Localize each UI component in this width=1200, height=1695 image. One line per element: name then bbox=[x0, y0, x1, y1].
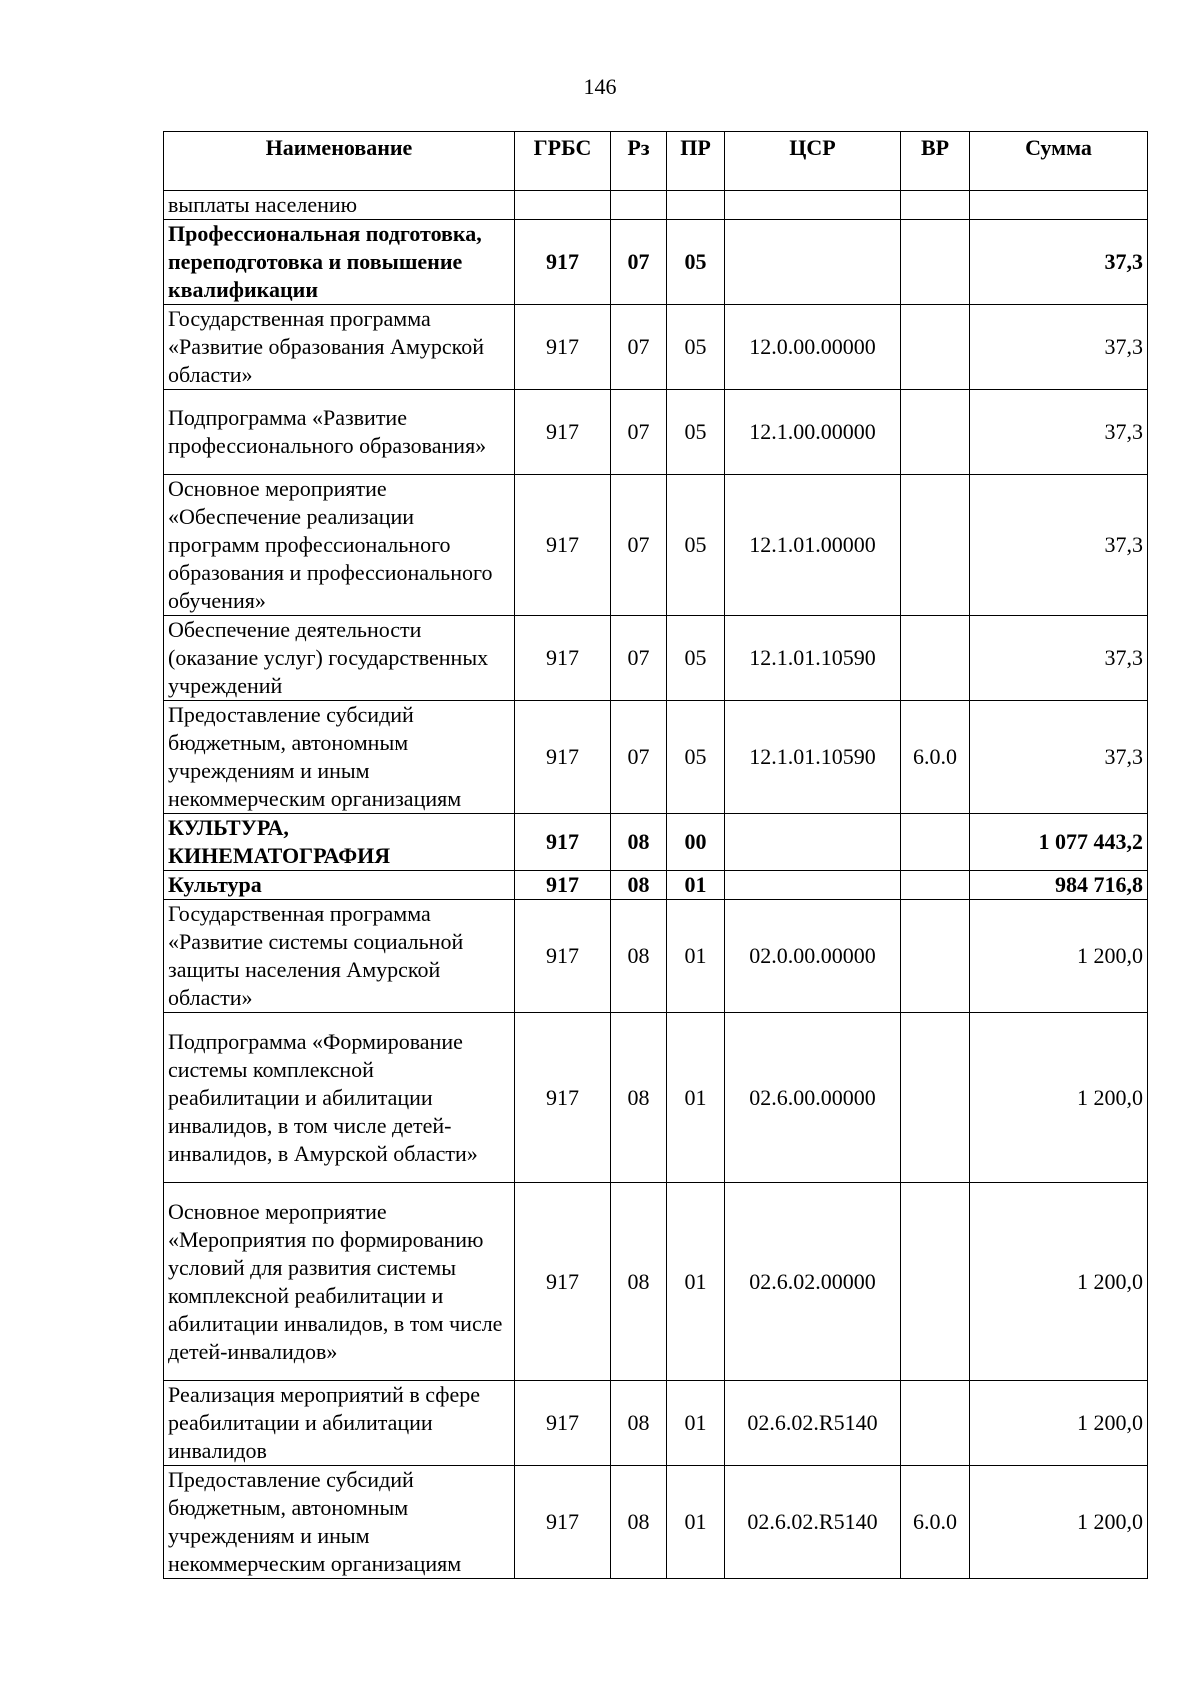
cell-pr: 05 bbox=[667, 616, 725, 701]
table-row bbox=[164, 1013, 1148, 1183]
cell-sum: 1 200,0 bbox=[970, 1183, 1148, 1381]
cell-vr bbox=[901, 1013, 970, 1183]
cell-vr bbox=[901, 305, 970, 390]
table-header-row bbox=[164, 132, 1148, 191]
cell-vr bbox=[901, 475, 970, 616]
cell-name: Подпрограмма «Развитие профессионального образования» bbox=[164, 390, 515, 475]
cell-pr: 01 bbox=[667, 1466, 725, 1579]
cell-vr bbox=[901, 191, 970, 220]
cell-name: Реализация мероприятий в сфере реабилитации и абилитации инвалидов bbox=[164, 1381, 515, 1466]
cell-pr bbox=[667, 191, 725, 220]
cell-csr: 12.1.01.10590 bbox=[725, 616, 901, 701]
cell-rz: 08 bbox=[611, 1013, 667, 1183]
table-row bbox=[164, 390, 1148, 475]
cell-sum: 37,3 bbox=[970, 220, 1148, 305]
cell-rz: 07 bbox=[611, 305, 667, 390]
table-row bbox=[164, 1381, 1148, 1466]
cell-vr bbox=[901, 814, 970, 871]
cell-rz: 08 bbox=[611, 1381, 667, 1466]
cell-rz: 07 bbox=[611, 701, 667, 814]
cell-grbs: 917 bbox=[515, 616, 611, 701]
cell-sum: 1 200,0 bbox=[970, 900, 1148, 1013]
header-grbs: ГРБС bbox=[515, 132, 611, 191]
cell-pr: 01 bbox=[667, 1381, 725, 1466]
cell-csr: 12.1.01.00000 bbox=[725, 475, 901, 616]
cell-sum: 37,3 bbox=[970, 475, 1148, 616]
cell-pr: 05 bbox=[667, 220, 725, 305]
cell-rz: 08 bbox=[611, 1466, 667, 1579]
cell-name: Основное мероприятие «Обеспечение реализации программ профессионального образования и профессионального обучения» bbox=[164, 475, 515, 616]
cell-rz: 07 bbox=[611, 390, 667, 475]
header-vr: ВР bbox=[901, 132, 970, 191]
table-row bbox=[164, 871, 1148, 900]
cell-csr bbox=[725, 814, 901, 871]
cell-sum: 1 200,0 bbox=[970, 1013, 1148, 1183]
table-row bbox=[164, 1183, 1148, 1381]
cell-grbs: 917 bbox=[515, 390, 611, 475]
table-body bbox=[164, 191, 1148, 1579]
cell-pr: 05 bbox=[667, 701, 725, 814]
cell-vr: 6.0.0 bbox=[901, 701, 970, 814]
cell-pr: 01 bbox=[667, 871, 725, 900]
cell-grbs: 917 bbox=[515, 701, 611, 814]
cell-grbs: 917 bbox=[515, 220, 611, 305]
header-pr: ПР bbox=[667, 132, 725, 191]
cell-rz: 07 bbox=[611, 475, 667, 616]
cell-name: Культура bbox=[164, 871, 515, 900]
cell-name: Подпрограмма «Формирование системы комплексной реабилитации и абилитации инвалидов, в том числе детей-инвалидов, в Амурской области» bbox=[164, 1013, 515, 1183]
cell-pr: 05 bbox=[667, 390, 725, 475]
cell-grbs: 917 bbox=[515, 871, 611, 900]
header-name: Наименование bbox=[164, 132, 515, 191]
table-row bbox=[164, 305, 1148, 390]
cell-vr bbox=[901, 1183, 970, 1381]
cell-rz: 08 bbox=[611, 871, 667, 900]
cell-rz: 08 bbox=[611, 900, 667, 1013]
cell-grbs: 917 bbox=[515, 1013, 611, 1183]
page-number: 146 bbox=[583, 74, 617, 99]
table-row bbox=[164, 1466, 1148, 1579]
cell-sum: 37,3 bbox=[970, 701, 1148, 814]
cell-name: выплаты населению bbox=[164, 191, 515, 220]
table-row bbox=[164, 814, 1148, 871]
table-row bbox=[164, 475, 1148, 616]
cell-csr: 12.0.00.00000 bbox=[725, 305, 901, 390]
cell-name: КУЛЬТУРА, КИНЕМАТОГРАФИЯ bbox=[164, 814, 515, 871]
cell-name: Основное мероприятие «Мероприятия по формированию условий для развития системы комплексной реабилитации и абилитации инвалидов, в том числе детей-инвалидов» bbox=[164, 1183, 515, 1381]
cell-grbs: 917 bbox=[515, 475, 611, 616]
cell-vr bbox=[901, 616, 970, 701]
cell-vr bbox=[901, 1381, 970, 1466]
budget-table bbox=[163, 131, 1148, 1579]
cell-vr bbox=[901, 390, 970, 475]
cell-name: Профессиональная подготовка, переподготовка и повышение квалификации bbox=[164, 220, 515, 305]
cell-csr: 12.1.01.10590 bbox=[725, 701, 901, 814]
header-sum: Сумма bbox=[970, 132, 1148, 191]
cell-rz: 08 bbox=[611, 814, 667, 871]
cell-sum: 1 200,0 bbox=[970, 1466, 1148, 1579]
cell-grbs bbox=[515, 191, 611, 220]
header-csr: ЦСР bbox=[725, 132, 901, 191]
cell-rz: 07 bbox=[611, 220, 667, 305]
cell-csr: 02.0.00.00000 bbox=[725, 900, 901, 1013]
cell-grbs: 917 bbox=[515, 1183, 611, 1381]
cell-rz bbox=[611, 191, 667, 220]
cell-sum: 984 716,8 bbox=[970, 871, 1148, 900]
cell-sum: 1 200,0 bbox=[970, 1381, 1148, 1466]
cell-name: Государственная программа «Развитие образования Амурской области» bbox=[164, 305, 515, 390]
cell-name: Обеспечение деятельности (оказание услуг) государственных учреждений bbox=[164, 616, 515, 701]
table-row bbox=[164, 701, 1148, 814]
cell-csr: 12.1.00.00000 bbox=[725, 390, 901, 475]
cell-rz: 07 bbox=[611, 616, 667, 701]
cell-grbs: 917 bbox=[515, 900, 611, 1013]
cell-csr: 02.6.02.R5140 bbox=[725, 1381, 901, 1466]
header-rz: Рз bbox=[611, 132, 667, 191]
cell-grbs: 917 bbox=[515, 1466, 611, 1579]
cell-grbs: 917 bbox=[515, 305, 611, 390]
cell-csr bbox=[725, 871, 901, 900]
cell-csr: 02.6.02.R5140 bbox=[725, 1466, 901, 1579]
cell-sum: 37,3 bbox=[970, 305, 1148, 390]
cell-sum: 37,3 bbox=[970, 390, 1148, 475]
cell-vr bbox=[901, 220, 970, 305]
cell-pr: 01 bbox=[667, 1013, 725, 1183]
cell-pr: 01 bbox=[667, 1183, 725, 1381]
cell-vr bbox=[901, 871, 970, 900]
table-row bbox=[164, 191, 1148, 220]
cell-rz: 08 bbox=[611, 1183, 667, 1381]
cell-name: Предоставление субсидий бюджетным, автономным учреждениям и иным некоммерческим организациям bbox=[164, 1466, 515, 1579]
cell-csr: 02.6.00.00000 bbox=[725, 1013, 901, 1183]
cell-csr bbox=[725, 191, 901, 220]
cell-grbs: 917 bbox=[515, 1381, 611, 1466]
cell-pr: 05 bbox=[667, 475, 725, 616]
table-row bbox=[164, 900, 1148, 1013]
cell-vr: 6.0.0 bbox=[901, 1466, 970, 1579]
cell-sum: 37,3 bbox=[970, 616, 1148, 701]
cell-pr: 00 bbox=[667, 814, 725, 871]
cell-vr bbox=[901, 900, 970, 1013]
cell-pr: 05 bbox=[667, 305, 725, 390]
cell-name: Государственная программа «Развитие системы социальной защиты населения Амурской области» bbox=[164, 900, 515, 1013]
table-row bbox=[164, 220, 1148, 305]
table-row bbox=[164, 616, 1148, 701]
cell-pr: 01 bbox=[667, 900, 725, 1013]
cell-csr: 02.6.02.00000 bbox=[725, 1183, 901, 1381]
cell-sum: 1 077 443,2 bbox=[970, 814, 1148, 871]
cell-name: Предоставление субсидий бюджетным, автономным учреждениям и иным некоммерческим организациям bbox=[164, 701, 515, 814]
cell-csr bbox=[725, 220, 901, 305]
cell-sum bbox=[970, 191, 1148, 220]
cell-grbs: 917 bbox=[515, 814, 611, 871]
